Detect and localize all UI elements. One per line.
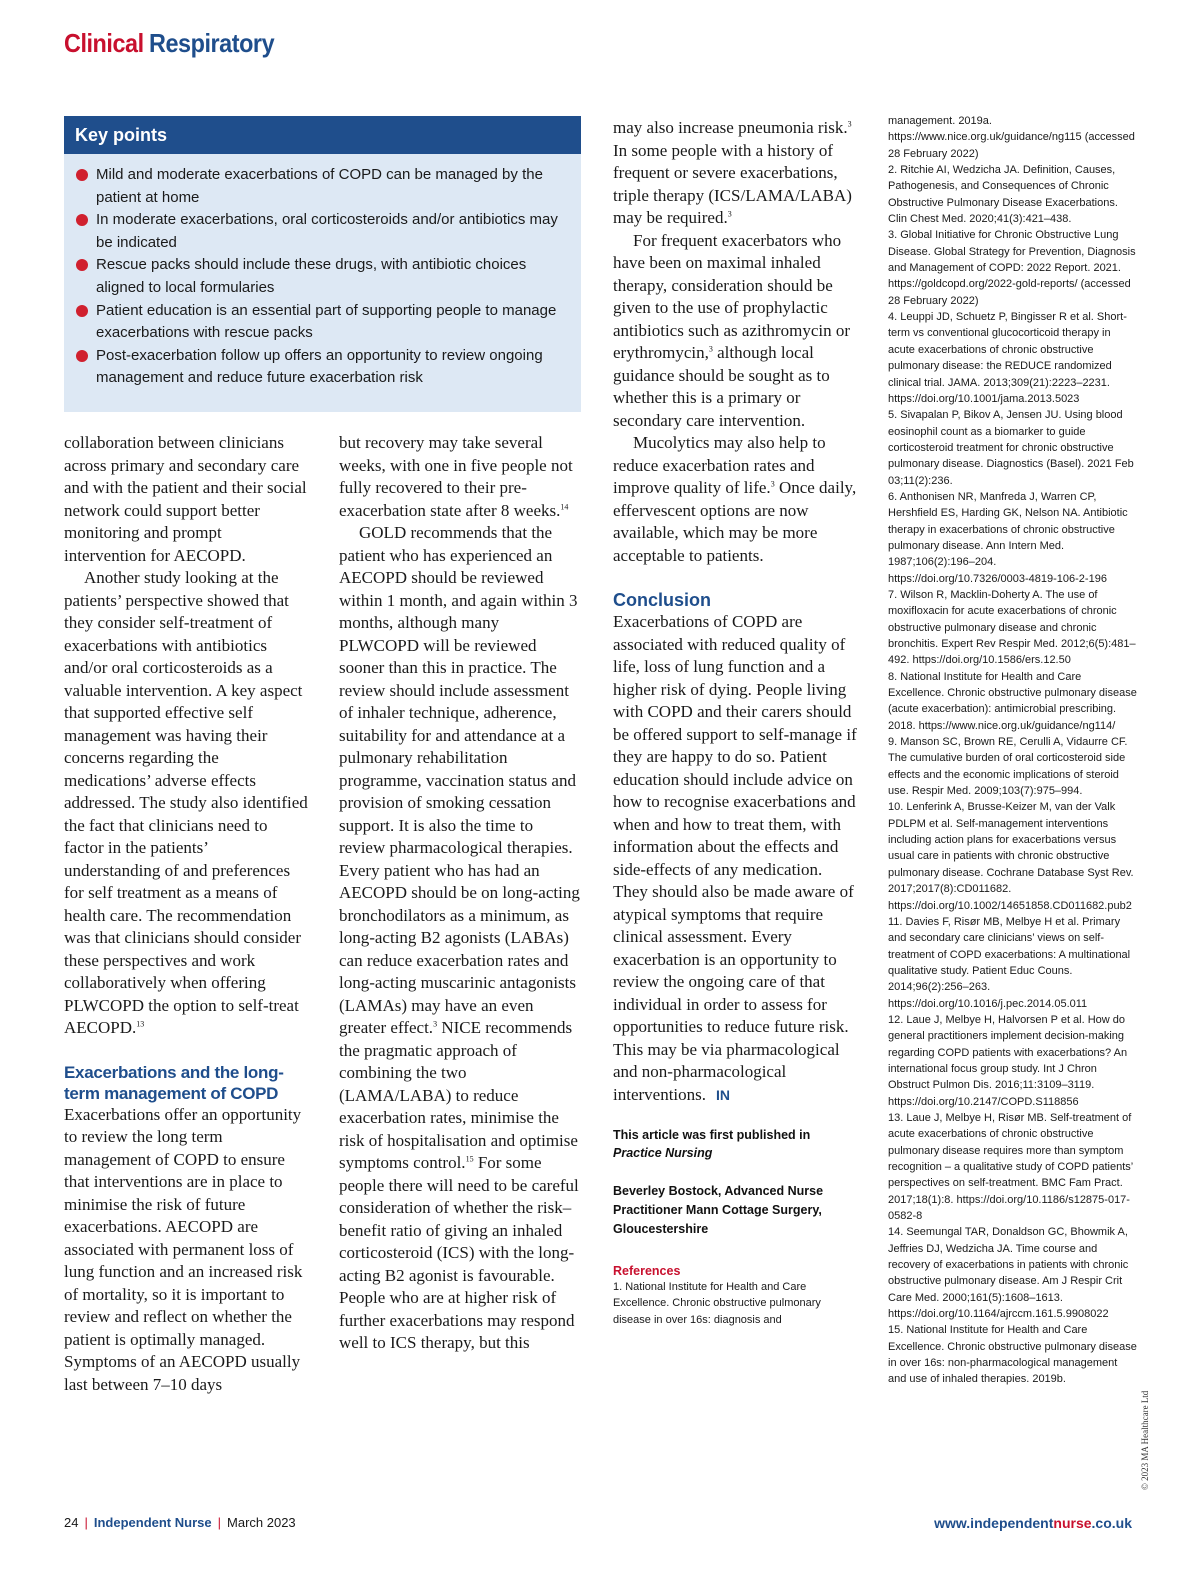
- website-link[interactable]: www.independentnurse.co.uk: [934, 1515, 1132, 1531]
- reference-item: 14. Seemungal TAR, Donaldson GC, Bhowmik A, Jeffries DJ, Wedzicha JA. Time course and recovery of exacerbations in patients with chronic obstructive pulmonary disease. Am J Respir Crit Care Med. 2000;161(5):1608–1613. https://doi.org/10.1164/ajrccm.161.5.9908022: [888, 1226, 1129, 1321]
- reference-item: 15. National Institute for Health and Care Excellence. Chronic obstructive pulmonary disease in over 16s: non-pharmacological management and use of inhaled therapies. 2019b.: [888, 1324, 1137, 1386]
- section-label: Clinical: [64, 28, 144, 58]
- reference-item: 3. Global Initiative for Chronic Obstructive Lung Disease. Global Strategy for Prevention, Diagnosis and Management of COPD: 2022 Report. 2021. https://goldcopd.org/2022-gold-reports/ (accessed 28 February 2022): [888, 229, 1136, 307]
- publication-note: This article was first published in Practice Nursing: [613, 1128, 811, 1160]
- key-point: Patient education is an essential part of supporting people to manage exacerbations with rescue packs: [76, 300, 565, 345]
- references-column: [888, 113, 1138, 1388]
- reference-item: 1. National Institute for Health and Care Excellence. Chronic obstructive pulmonary disease in over 16s: diagnosis and: [613, 1281, 821, 1326]
- body-column-2: [339, 432, 583, 1355]
- key-point: Rescue packs should include these drugs, with antibiotic choices aligned to local formularies: [76, 254, 565, 299]
- section-header: [64, 28, 274, 59]
- reference-item: 7. Wilson R, Macklin-Doherty A. The use of moxifloxacin for acute exacerbations of chronic obstructive pulmonary disease and chronic bronchitis. Expert Rev Respir Med. 2012;6(5):481–492. https://doi.org/10.1586/ers.12.50: [888, 588, 1136, 667]
- copyright-notice: © 2023 MA Healthcare Ltd: [1140, 1390, 1150, 1490]
- paragraph: Mucolytics may also help to reduce exacerbation rates and improve quality of life.$^3$ Once daily, effervescent options are now available, which may be more acceptable to patients.: [613, 433, 857, 565]
- key-points-box: [64, 116, 581, 412]
- author-credit: Beverley Bostock, Advanced Nurse Practitioner Mann Cottage Surgery, Gloucestershire: [613, 1184, 824, 1236]
- paragraph: but recovery may take several weeks, with one in five people not fully recovered to their pre-exacerbation state after 8 weeks.$^{14}$: [339, 433, 573, 520]
- topic-label: Respiratory: [149, 28, 275, 58]
- key-point: In moderate exacerbations, oral corticosteroids and/or antibiotics may be indicated: [76, 209, 565, 254]
- reference-item: 10. Lenferink A, Brusse-Keizer M, van der Valk PDLPM et al. Self-management interventions including action plans for exacerbations versus usual care in patients with chronic obstructive pulmonary disease. Cochrane Database Syst Rev. 2017;2017(8):CD011682. https://doi.org/10.1002/14651858.CD011682.pub2: [888, 801, 1134, 912]
- references-heading: References: [613, 1264, 681, 1278]
- bullet-icon: [76, 350, 88, 362]
- reference-item: 12. Laue J, Melbye H, Halvorsen P et al. How do general practitioners implement decision-making regarding COPD patients with exacerbations? An international focus group study. Int J Chron Obstruct Pulmon Dis. 2016;11:3109–3119. https://doi.org/10.2147/COPD.S118856: [888, 1013, 1128, 1108]
- paragraph: Exacerbations of COPD are associated with reduced quality of life, loss of lung function and a higher risk of dying. People living with COPD and their carers should be offered support to self-manage if they are happy to do so. Patient education should include advice on how to recognise exacerbations and when and how to treat them, with information about the effects and side-effects of any medication. They should also be made aware of atypical symptoms that require clinical assessment. Every exacerbation is an opportunity to review the ongoing care of that individual in order to assess for opportunities to reduce future risk. This may be via pharmacological and non-pharmacological interventions. IN: [613, 612, 857, 1104]
- page-footer: 24 | Independent Nurse | March 2023: [64, 1515, 296, 1530]
- conclusion-heading: Conclusion: [613, 590, 711, 610]
- reference-item: 11. Davies F, Risør MB, Melbye H et al. Primary and secondary care clinicians’ views on self-treatment of COPD exacerbations: A multinational qualitative study. Patient Educ Couns. 2014;96(2):256–263. https://doi.org/10.1016/j.pec.2014.05.011: [888, 915, 1131, 1010]
- issue-date: March 2023: [227, 1515, 296, 1530]
- body-column-1: [64, 432, 308, 1396]
- reference-item: 5. Sivapalan P, Bikov A, Jensen JU. Using blood eosinophil count as a biomarker to guide corticosteroid treatment for chronic obstructive pulmonary disease. Diagnostics (Basel). 2021 Feb 03;11(2):236.: [888, 409, 1134, 487]
- reference-item: 4. Leuppi JD, Schuetz P, Bingisser R et al. Short-term vs conventional glucocorticoid therapy in acute exacerbations of chronic obstructive pulmonary disease: the REDUCE randomized clinical trial. JAMA. 2013;309(21):2223–2231. https://doi.org/10.1001/jama.2013.5023: [888, 311, 1127, 405]
- section-heading: Exacerbations and the long-term management of COPD: [64, 1062, 284, 1103]
- reference-item: 13. Laue J, Melbye H, Risør MB. Self-treatment of acute exacerbations of chronic obstructive pulmonary disease requires more than symptom recognition – a qualitative study of COPD patients’ perspectives on self-treatment. BMC Fam Pract. 2017;18(1):8. https://doi.org/10.1186/s12875-017-0582-8: [888, 1111, 1133, 1223]
- end-mark-logo: IN: [716, 1086, 731, 1103]
- key-point: Mild and moderate exacerbations of COPD can be managed by the patient at home: [76, 164, 565, 209]
- paragraph: GOLD recommends that the patient who has experienced an AECOPD should be reviewed within 1 month, and again within 3 months, although many PLWCOPD will be reviewed sooner than this in practice. The review should include assessment of inhaler technique, adherence, suitability for and attendance at a pulmonary rehabilitation programme, vaccination status and provision of smoking cessation support. It is also the time to review pharmacological therapies. Every patient who has had an AECOPD should be on long-acting bronchodilators as a minimum, as long-acting B2 agonists (LABAs) can reduce exacerbation rates and long-acting muscarinic antagonists (LAMAs) may have an even greater effect.$^3$ NICE recommends the pragmatic approach of combining the two (LAMA/LABA) to reduce exacerbation rates, minimise the risk of hospitalisation and optimise symptoms control.$^{15}$ For some people there will need to be careful consideration of whether the risk–benefit ratio of giving an inhaled corticosteroid (ICS) with the long-acting B2 agonist is favourable. People who are at higher risk of further exacerbations may respond well to ICS therapy, but this: [339, 523, 580, 1352]
- bullet-icon: [76, 214, 88, 226]
- key-points-title: Key points: [64, 116, 581, 154]
- reference-item: 8. National Institute for Health and Care Excellence. Chronic obstructive pulmonary disease (acute exacerbation): antimicrobial prescribing. 2018. https://www.nice.org.uk/guidance/ng114/: [888, 670, 1137, 732]
- key-points-list: [64, 154, 581, 390]
- paragraph: For frequent exacerbators who have been on maximal inhaled therapy, consideration should be given to the use of prophylactic antibiotics such as azithromycin or erythromycin,$^3$ although local guidance should be sought as to whether this is a primary or secondary care intervention.: [613, 230, 850, 430]
- paragraph: Exacerbations offer an opportunity to review the long term management of COPD to ensure that interventions are in place to minimise the risk of future exacerbations. AECOPD are associated with permanent loss of lung function and an increased risk of mortality, so it is important to review and reflect on whether the patient is optimally managed. Symptoms of an AECOPD usually last between 7–10 days: [64, 1104, 303, 1394]
- page-number: 24: [64, 1515, 79, 1530]
- reference-item: 2. Ritchie AI, Wedzicha JA. Definition, Causes, Pathogenesis, and Consequences of Chronic Obstructive Pulmonary Disease Exacerbations. Clin Chest Med. 2020;41(3):421–438.: [888, 164, 1118, 226]
- paragraph: may also increase pneumonia risk.$^3$ In some people with a history of frequent or severe exacerbations, triple therapy (ICS/LAMA/LABA) may be required.$^3$: [613, 118, 852, 227]
- key-point: Post-exacerbation follow up offers an opportunity to review ongoing management and reduce future exacerbation risk: [76, 345, 565, 390]
- bullet-icon: [76, 259, 88, 271]
- paragraph: collaboration between clinicians across primary and secondary care and with the patient and their social network could support better monitoring and prompt intervention for AECOPD.: [64, 433, 307, 565]
- bullet-icon: [76, 169, 88, 181]
- reference-item: 9. Manson SC, Brown RE, Cerulli A, Vidaurre CF. The cumulative burden of oral corticosteroid side effects and the economic implications of steroid use. Respir Med. 2009;103(7):975–994.: [888, 736, 1128, 798]
- magazine-name: Independent: [93, 1515, 172, 1530]
- reference-item: 6. Anthonisen NR, Manfreda J, Warren CP, Hershfield ES, Harding GK, Nelson NA. Antibiotic therapy in exacerbations of chronic obstructive pulmonary disease. Ann Intern Med. 1987;106(2):196–204. https://doi.org/10.7326/0003-4819-106-2-196: [888, 490, 1128, 585]
- reference-item: management. 2019a. https://www.nice.org.uk/guidance/ng115 (accessed 28 February 2022): [888, 115, 1135, 160]
- bullet-icon: [76, 305, 88, 317]
- body-column-3: [613, 117, 858, 1328]
- paragraph: Another study looking at the patients’ perspective showed that they consider self-treatment of exacerbations with antibiotics and/or oral corticosteroids as a valuable intervention. A key aspect that supported effective self management was having their concerns regarding the medications’ adverse effects addressed. The study also identified the fact that clinicians need to factor in the patients’ understanding of and preferences for self treatment as a means of health care. The recommendation was that clinicians should consider these perspectives and work collaboratively when offering PLWCOPD the option to self-treat AECOPD.$^{13}$: [64, 568, 308, 1037]
